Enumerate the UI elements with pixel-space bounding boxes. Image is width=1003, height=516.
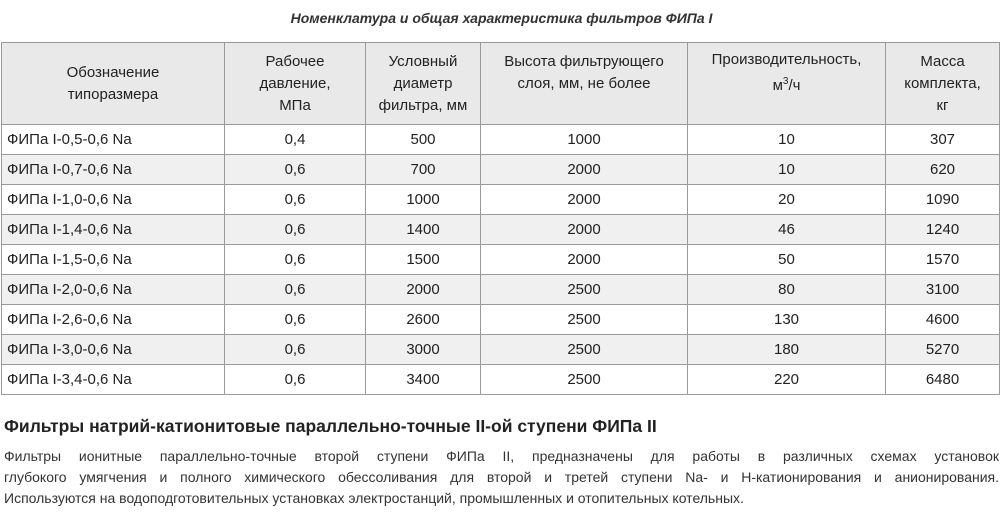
cell-layer-height: 2500 — [481, 275, 688, 305]
cell-layer-height: 2000 — [481, 215, 688, 245]
cell-capacity: 180 — [688, 335, 886, 365]
header-pressure: Рабочее давление, МПа — [225, 43, 366, 125]
cell-designation: ФИПа I-0,7-0,6 Na — [2, 155, 225, 185]
cell-pressure: 0,6 — [225, 335, 366, 365]
cell-designation: ФИПа I-2,6-0,6 Na — [2, 305, 225, 335]
cell-designation: ФИПа I-1,0-0,6 Na — [2, 185, 225, 215]
cell-layer-height: 2500 — [481, 335, 688, 365]
cell-pressure: 0,4 — [225, 125, 366, 155]
cell-capacity: 220 — [688, 365, 886, 395]
cell-pressure: 0,6 — [225, 365, 366, 395]
cell-designation: ФИПа I-0,5-0,6 Na — [2, 125, 225, 155]
cell-mass: 307 — [886, 125, 1000, 155]
cell-capacity: 46 — [688, 215, 886, 245]
cell-diameter: 500 — [366, 125, 481, 155]
header-layer-height: Высота фильтрующего слоя, мм, не более — [481, 43, 688, 125]
cell-capacity: 80 — [688, 275, 886, 305]
cell-mass: 1570 — [886, 245, 1000, 275]
cell-diameter: 1500 — [366, 245, 481, 275]
cell-diameter: 3400 — [366, 365, 481, 395]
table-row — [2, 365, 1000, 395]
cell-layer-height: 2500 — [481, 305, 688, 335]
cell-mass: 1240 — [886, 215, 1000, 245]
table-row — [2, 245, 1000, 275]
table-header-row — [2, 43, 1000, 125]
section-heading: Фильтры натрий-катионитовые параллельно-точные II-ой ступени ФИПа II — [4, 416, 657, 436]
cell-mass: 620 — [886, 155, 1000, 185]
header-designation: Обозначение типоразмера — [2, 43, 225, 125]
header-mass: Масса комплекта, кг — [886, 43, 1000, 125]
cell-layer-height: 2500 — [481, 365, 688, 395]
paragraph-line: Фильтры ионитные параллельно-точные второй ступени ФИПа II, предназначены для работы в различных схемах установок — [4, 448, 999, 464]
table-row — [2, 275, 1000, 305]
cell-pressure: 0,6 — [225, 155, 366, 185]
cell-layer-height: 2000 — [481, 155, 688, 185]
cell-pressure: 0,6 — [225, 215, 366, 245]
cell-diameter: 2600 — [366, 305, 481, 335]
table-row — [2, 185, 1000, 215]
table-row — [2, 305, 1000, 335]
cell-layer-height: 2000 — [481, 185, 688, 215]
cell-designation: ФИПа I-3,4-0,6 Na — [2, 365, 225, 395]
paragraph-line: глубокого умягчения и полного химического обессоливания для второй и третей ступени Na- и Н-катионирования и анионирования. — [4, 469, 999, 485]
paragraph-line: Используются на водоподготовительных установках электростанций, промышленных и отопительных котельных. — [4, 490, 744, 506]
table-caption: Номенклатура и общая характеристика фильтров ФИПа I — [290, 10, 713, 26]
cell-designation: ФИПа I-2,0-0,6 Na — [2, 275, 225, 305]
cell-mass: 3100 — [886, 275, 1000, 305]
cell-capacity: 20 — [688, 185, 886, 215]
cell-designation: ФИПа I-1,4-0,6 Na — [2, 215, 225, 245]
cell-diameter: 700 — [366, 155, 481, 185]
table-row — [2, 335, 1000, 365]
cell-designation: ФИПа I-3,0-0,6 Na — [2, 335, 225, 365]
cell-capacity: 10 — [688, 155, 886, 185]
cell-pressure: 0,6 — [225, 305, 366, 335]
cell-designation: ФИПа I-1,5-0,6 Na — [2, 245, 225, 275]
cell-layer-height: 1000 — [481, 125, 688, 155]
table-row — [2, 125, 1000, 155]
cell-mass: 6480 — [886, 365, 1000, 395]
cell-pressure: 0,6 — [225, 245, 366, 275]
cell-diameter: 2000 — [366, 275, 481, 305]
cell-capacity: 50 — [688, 245, 886, 275]
cell-pressure: 0,6 — [225, 185, 366, 215]
cell-capacity: 130 — [688, 305, 886, 335]
header-capacity: Производительность, $м^3/ч$ — [688, 43, 886, 125]
cell-capacity: 10 — [688, 125, 886, 155]
cell-pressure: 0,6 — [225, 275, 366, 305]
cell-diameter: 1400 — [366, 215, 481, 245]
cell-mass: 5270 — [886, 335, 1000, 365]
table-row — [2, 155, 1000, 185]
cell-mass: 1090 — [886, 185, 1000, 215]
cell-mass: 4600 — [886, 305, 1000, 335]
header-diameter: Условный диаметр фильтра, мм — [366, 43, 481, 125]
cell-diameter: 3000 — [366, 335, 481, 365]
cell-diameter: 1000 — [366, 185, 481, 215]
table-row — [2, 215, 1000, 245]
description-paragraph — [4, 446, 999, 509]
filter-spec-table — [1, 42, 1000, 395]
cell-layer-height: 2000 — [481, 245, 688, 275]
